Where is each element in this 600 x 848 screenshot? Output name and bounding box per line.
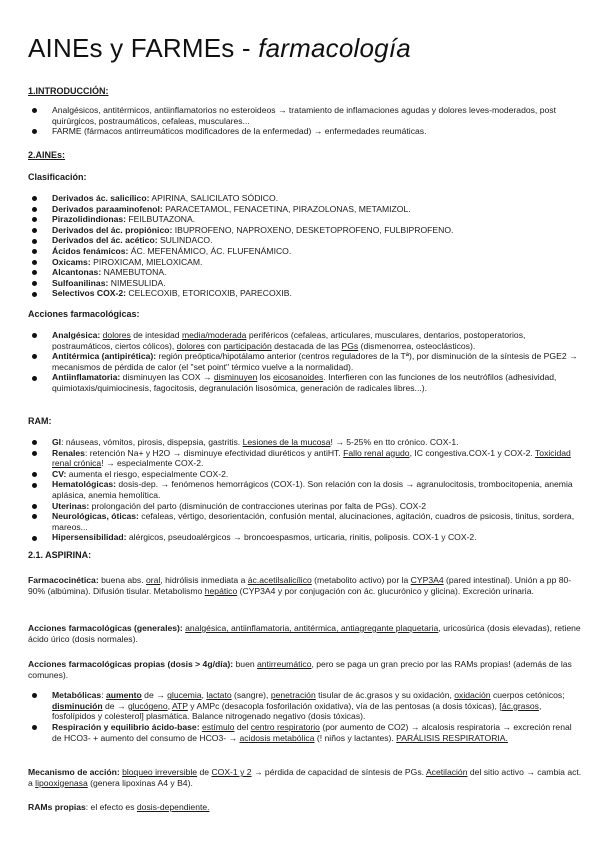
rams-propias-paragraph: [28, 802, 582, 813]
acciones-block: [28, 309, 582, 394]
list-item: [28, 214, 582, 225]
text-underlined: dolores: [176, 340, 205, 351]
intro-list: [28, 105, 582, 137]
list-item: [28, 448, 582, 469]
text-underlined: dosis-dependiente.: [136, 802, 210, 812]
list-item: [28, 479, 582, 500]
text: periféricos (cefaleas, articulares, musculares, dentarios, postoperatorios, postraumáticos, ciertos cólicos),: [52, 330, 526, 351]
list-item: [28, 235, 582, 246]
text: (CYP3A4 y por conjugación con ác. glucurónico y glicina). Excreción urinaria.: [237, 585, 534, 596]
text: FEILBUTAZONA.: [126, 214, 196, 225]
text: PIROXICAM, MIELOXICAM.: [90, 256, 203, 267]
list-item: [28, 372, 582, 393]
term: Ácidos fenámicos:: [52, 245, 129, 256]
ram-list: [28, 437, 582, 543]
aspirina-heading: 2.1. ASPIRINA:: [28, 550, 92, 560]
list-item: [28, 469, 582, 480]
term: Derivados del ác. acético:: [52, 235, 158, 246]
text: dosis-dep. → fenómenos hemorrágicos (COX-1). Son relación con la dosis → agranulocitosis, trombocitopenia, anemia aplásica, anemia hemolítica.: [52, 479, 573, 500]
text-underlined: ác.acetilsalicílico: [247, 575, 312, 585]
text-underlined: eicosanoides: [273, 372, 324, 383]
text: IBUPROFENO, NAPROXENO, DESKETOPROFENO, FULBIPROFENO.: [172, 224, 454, 235]
text: ,: [167, 700, 172, 711]
text: tisular de ác.grasos y su oxidación,: [315, 690, 455, 701]
list-item: [28, 501, 582, 512]
text: región preóptica/hipotálamo anterior (centros reguladores de la Tª), por disminución de la síntesis de PGE2 → mecanismos de pérdida de calor (el "set point" térmico vuelve a la normalidad).: [52, 351, 578, 372]
list-item: [28, 437, 582, 448]
text: de →: [102, 700, 128, 711]
text: (pared intestinal). Unión a pp 80-90% (albúmina). Difusión tisular. Metabolismo: [28, 575, 572, 596]
term: Alcantonas:: [52, 267, 102, 278]
text-underlined: bloqueo irreversible: [122, 767, 198, 777]
term: Antiinflamatoria:: [52, 372, 121, 383]
term: Oxicams:: [52, 256, 91, 267]
text-underlined: PARÁLISIS RESPIRATORIA.: [396, 732, 508, 743]
text-underlined: penetración: [270, 690, 316, 701]
list-item: [28, 204, 582, 215]
term: Selectivos COX-2:: [52, 288, 127, 299]
list-item: [28, 246, 582, 257]
list-item: FARME (fármacos antirreumáticos modificadores de la enfermedad) → enfermedades reumáticas.: [28, 126, 582, 137]
text-underlined: estímulo: [201, 721, 235, 732]
text: SULINDACO.: [157, 235, 213, 246]
text: ÁC. MEFENÁMICO, ÁC. FLUFENÁMICO.: [128, 245, 292, 256]
text: del sitio activo → cambia act. a: [28, 767, 582, 788]
text: , pero se paga un gran precio por las RAMs propias! (además de las comunes).: [28, 659, 572, 680]
text: de intesidad: [130, 330, 182, 340]
term: Derivados del ác. propiónico:: [52, 224, 173, 235]
text: ! → especialmente COX-2.: [101, 458, 204, 469]
text-underlined: disminución: [52, 700, 103, 711]
text: aumenta el riesgo, especialmente COX-2.: [66, 468, 229, 479]
intro-heading: 1.INTRODUCCIÓN:: [28, 86, 109, 96]
paragraph: [28, 659, 582, 680]
section-aspirina-heading: [28, 550, 582, 560]
text-underlined: analgésica, antiinflamatoria, antitérmica, antiagregante plaquetaria: [185, 623, 439, 633]
text-underlined: CYP3A4: [410, 575, 444, 585]
text: :: [101, 690, 106, 701]
text-underlined: aumento: [105, 690, 142, 701]
text: PARACETAMOL, FENACETINA, PIRAZOLONAS, METAMIZOL.: [162, 203, 411, 214]
text: ! → 5-25% en tto crónico. COX-1.: [330, 437, 459, 447]
term: Renales: [52, 447, 85, 458]
text: buen: [233, 659, 258, 669]
farmacocinetica-paragraph: [28, 575, 582, 596]
clasificacion-label: Clasificación:: [28, 172, 87, 182]
term: Hipersensibilidad:: [52, 532, 127, 543]
term: GI: [52, 437, 62, 447]
text: con: [204, 340, 224, 351]
term: Sulfoanilinas:: [52, 277, 109, 288]
list-item: [28, 257, 582, 268]
text: ,: [201, 690, 207, 701]
text: (por aumento de CO2) → alcalosis respiratoria → excreción renal de HCO3- + aumento del consumo de HCO3- →: [52, 721, 572, 743]
acciones-generales-paragraph: [28, 623, 582, 644]
section-intro: [28, 86, 582, 137]
acciones-list: [28, 330, 582, 394]
acciones-propias-list: [28, 690, 582, 743]
text: (genera lipoxinas A4 y B4).: [87, 777, 193, 788]
acciones-label: Acciones farmacológicas:: [28, 309, 140, 319]
list-item: [28, 225, 582, 236]
text-underlined: lactato: [206, 690, 232, 701]
text: APIRINA, SALICILATO SÓDICO.: [149, 193, 279, 203]
text-underlined: Toxicidad renal crónica: [52, 447, 571, 469]
list-item: [28, 288, 582, 299]
term: Derivados paraaminofenol:: [52, 203, 163, 214]
text: buena abs.: [98, 575, 147, 585]
list-item: [28, 351, 582, 372]
text: , fosfolípidos y colesterol] plasmática. Balance nitrogenado negativo (dosis tóxicas).: [52, 700, 542, 722]
list-item: [28, 278, 582, 289]
term: Pirazolidindionas:: [52, 214, 127, 225]
text-underlined: participación: [223, 340, 272, 351]
term: Acciones farmacológicas (generales):: [28, 623, 183, 633]
acciones-propias-paragraph: [28, 659, 582, 743]
text: , IC congestiva.COX-1 y COX-2.: [409, 447, 536, 458]
list-item: [28, 330, 582, 351]
text: : náuseas, vómitos, pirosis, dispepsia, gastritis.: [61, 437, 243, 447]
text-underlined: ác.grasos: [501, 700, 539, 711]
title-italic: farmacología: [258, 33, 411, 63]
text: cuerpos cetónicos;: [490, 690, 565, 701]
clasificacion-block: [28, 172, 582, 299]
text: alérgicos, pseudoalérgicos → broncoespasmos, urticaria, rinitis, poliposis. COX-1 y COX-2.: [126, 532, 477, 543]
term: Acciones farmacológicas propias (dosis > 4g/día):: [28, 659, 234, 669]
text: NIMESULIDA.: [108, 277, 166, 288]
mecanismo-paragraph: [28, 767, 582, 788]
text-underlined: oxidación: [454, 690, 491, 701]
term: Analgésica:: [52, 330, 101, 340]
document-title: [28, 0, 580, 64]
term: Hematológicas:: [52, 479, 116, 490]
text: : retención Na+ y H2O → disminuye efectividad diuréticos y antiHT.: [84, 447, 344, 458]
text-underlined: acidosis metabólica: [239, 732, 315, 743]
text: , uricosúrica (dosis elevadas), retiene ácido úrico (dosis normales).: [28, 623, 581, 644]
text-underlined: oral: [146, 575, 161, 585]
text: disminuyen las COX →: [120, 372, 214, 383]
list-item: [28, 193, 582, 204]
text-underlined: Fallo renal agudo: [343, 447, 410, 458]
text: : el efecto es: [85, 802, 137, 812]
list-item: [28, 511, 582, 532]
list-item: [28, 690, 582, 722]
text: de: [197, 767, 212, 777]
list-item: [28, 267, 582, 278]
aines-heading: 2.AINEs:: [28, 150, 66, 160]
list-item: Analgésicos, antitérmicos, antiinflamatorios no esteroideos → tratamiento de inflamaciones agudas y dolores leves-moderados, post quirúrgicos, postraumáticos, cefaleas, musculares...: [28, 105, 582, 126]
text: del: [234, 721, 251, 732]
text-underlined: dolores: [102, 330, 131, 340]
text-underlined: glucógeno: [127, 700, 168, 711]
term: CV:: [52, 468, 67, 479]
term: Farmacocinética:: [28, 575, 99, 585]
text: destacada de las: [271, 340, 342, 351]
text: prolongación del parto (disminución de contracciones uterinas por falta de PGs). COX-2: [89, 500, 427, 511]
text: cefaleas, vértigo, desorientación, confusión mental, alucinaciones, agitación, cuadros de psicosis, tinitus, sordera, mareos...: [52, 511, 575, 532]
term: Mecanismo de acción:: [28, 767, 120, 777]
paragraph: [28, 767, 582, 788]
term: RAMs propias: [28, 802, 86, 812]
list-item: [28, 532, 582, 543]
text: , hidrólisis inmediata a: [160, 575, 248, 585]
text-underlined: media/moderada: [181, 330, 247, 340]
term: Derivados ác. salicílico:: [52, 193, 150, 203]
text-underlined: glucemia: [167, 690, 202, 701]
text-underlined: Acetilación: [425, 767, 468, 777]
text: y AMPc (desacopla fosforilación oxidativa), vía de las pentosas (a dosis tóxicas), [: [187, 700, 502, 711]
title-main: AINEs y FARMEs -: [28, 33, 259, 63]
term: Neurológicas, óticas:: [52, 511, 139, 522]
text: NAMEBUTONA.: [101, 267, 167, 278]
clasificacion-list: [28, 193, 582, 299]
paragraph: [28, 802, 582, 813]
text-underlined: antirreumático: [257, 659, 312, 669]
text-underlined: COX-1 y 2: [211, 767, 252, 777]
term: Metabólicas: [52, 690, 102, 701]
text: de →: [141, 690, 168, 701]
ram-label: RAM:: [28, 416, 52, 426]
text-underlined: Lesiones de la mucosa: [242, 437, 331, 447]
text-underlined: PGs: [341, 340, 359, 351]
term: Antitérmica (antipirética):: [52, 351, 157, 362]
text-underlined: ATP: [171, 700, 188, 711]
text: CELECOXIB, ETORICOXIB, PARECOXIB.: [126, 288, 292, 299]
text: (dismenorrea, osteoclásticos).: [358, 340, 476, 351]
ram-block: [28, 416, 582, 543]
text: (sangre),: [231, 690, 271, 701]
text-underlined: centro respiratorio: [250, 721, 320, 732]
text: → pérdida de capacidad de síntesis de PGs.: [251, 767, 426, 777]
text-underlined: hepático: [204, 585, 238, 596]
text: (! niños y lactantes).: [314, 732, 397, 743]
text-underlined: lipooxigenasa: [35, 777, 88, 788]
text: (metabolito activo) por la: [311, 575, 411, 585]
term: Respiración y equilibrio ácido-base:: [52, 721, 200, 732]
text: los: [257, 372, 274, 383]
text-underlined: disminuyen: [213, 372, 258, 383]
list-item: [28, 722, 582, 743]
term: Uterinas:: [52, 500, 90, 511]
paragraph: [28, 575, 582, 596]
paragraph: [28, 623, 582, 644]
text: . Interfieren con las funciones de los neutrófilos (adhesividad, quimiotaxis/quimiocinesis, fagocitosis, degranulación lisosómica, generación de radicales libres...).: [52, 372, 557, 393]
section-aines-heading: [28, 150, 582, 160]
